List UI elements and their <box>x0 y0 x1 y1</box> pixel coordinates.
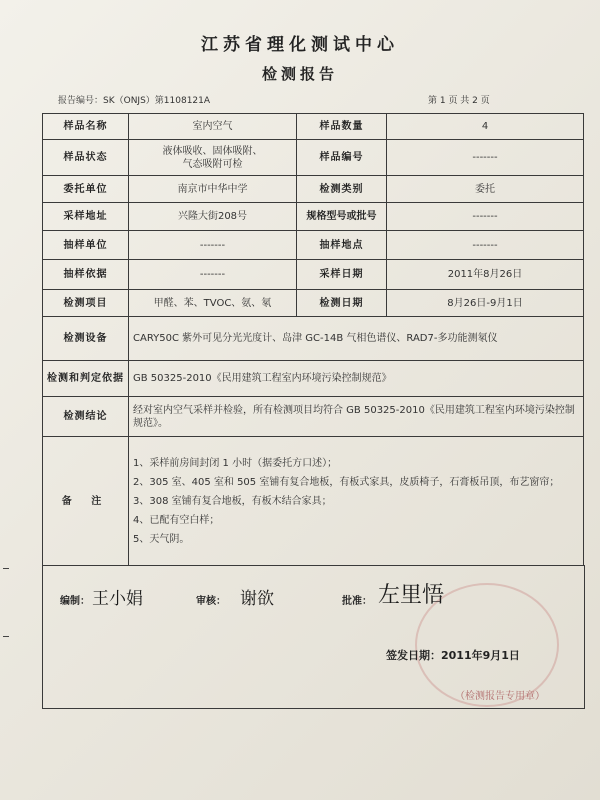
remark-item: 1、采样前房间封闭 1 小时（据委托方口述）； <box>133 457 338 469</box>
remark-item: 5、天气阴。 <box>133 533 190 545</box>
stamp-caption: （检测报告专用章） <box>455 691 545 702</box>
sampling-unit-label: 抽样单位 <box>43 231 129 260</box>
test-type-label: 检测类别 <box>297 176 387 203</box>
sampling-site-label: 抽样地点 <box>297 231 387 260</box>
test-date-label: 检测日期 <box>297 290 387 317</box>
issue-date-label: 签发日期： <box>386 649 441 662</box>
test-date-value: 8月26日-9月1日 <box>387 290 584 317</box>
issue-date <box>386 647 520 663</box>
prepared-label: 编制： <box>60 596 90 607</box>
client-value: 南京市中华中学 <box>129 176 297 203</box>
basis-value: GB 50325-2010《民用建筑工程室内环境污染控制规范》 <box>129 361 584 397</box>
reviewed-label: 审核： <box>196 596 226 607</box>
remark-item: 4、已配有空白样； <box>133 514 220 526</box>
document-title: 检测报告 <box>261 65 338 83</box>
sample-no-value: ------- <box>387 140 584 176</box>
sample-no-label: 样品编号 <box>297 140 387 176</box>
sample-name-label: 样品名称 <box>43 114 129 140</box>
test-items-label: 检测项目 <box>43 290 129 317</box>
test-type-value: 委托 <box>387 176 584 203</box>
test-items-value: 甲醛、苯、TVOC、氨、氡 <box>129 290 297 317</box>
sample-qty-label: 样品数量 <box>297 114 387 140</box>
conclusion-label: 检测结论 <box>43 397 129 437</box>
sampling-address-value: 兴隆大街208号 <box>129 203 297 231</box>
sample-name-value: 室内空气 <box>129 114 297 140</box>
sample-state-value <box>129 140 297 176</box>
client-label: 委托单位 <box>43 176 129 203</box>
remarks-value <box>129 437 584 566</box>
remarks-label: 备 注 <box>43 437 129 566</box>
sampling-date-value: 2011年8月26日 <box>387 260 584 290</box>
sampling-unit-value: ------- <box>129 231 297 260</box>
spec-value: ------- <box>387 203 584 231</box>
sampling-basis-label: 抽样依据 <box>43 260 129 290</box>
reviewed-signature: 谢欲 <box>240 589 274 609</box>
remark-item: 2、305 室、405 室和 505 室铺有复合地板，有板式家具，皮质椅子，石膏板吊顶，布艺窗帘； <box>133 476 560 488</box>
sample-qty-value: 4 <box>387 114 584 140</box>
issue-date-value: 2011年9月1日 <box>441 649 520 662</box>
conclusion-value: 经对室内空气采样并检验，所有检测项目均符合 GB 50325-2010《民用建筑工程室内环境污染控制规范》。 <box>129 397 584 437</box>
edge-mark <box>3 568 9 569</box>
org-title: 江苏省理化测试中心 <box>201 35 399 55</box>
sampling-basis-value: ------- <box>129 260 297 290</box>
sampling-date-label: 采样日期 <box>297 260 387 290</box>
edge-mark <box>3 636 9 637</box>
approved-label: 批准： <box>342 596 372 607</box>
equipment-value: CARY50C 紫外可见分光光度计、岛津 GC-14B 气相色谱仪、RAD7-多功能测氡仪 <box>129 317 584 361</box>
report-table <box>42 113 584 566</box>
sample-state-line-2: 气态吸附可检 <box>182 158 243 170</box>
sampling-address-label: 采样地址 <box>43 203 129 231</box>
equipment-label: 检测设备 <box>43 317 129 361</box>
report-number: 报告编号：SK（ONJS）第1108121A <box>58 96 211 106</box>
sample-state-line-1: 液体吸收、固体吸附、 <box>162 145 263 157</box>
approved-signature: 左里悟 <box>378 583 445 608</box>
prepared-signature: 王小娟 <box>92 589 143 609</box>
page-info: 第 1 页 共 2 页 <box>428 96 490 106</box>
sample-state-label: 样品状态 <box>43 140 129 176</box>
remark-item: 3、308 室铺有复合地板，有板木结合家具； <box>133 495 332 507</box>
basis-label: 检测和判定依据 <box>43 361 129 397</box>
spec-label: 规格型号或批号 <box>297 203 387 231</box>
sampling-site-value: ------- <box>387 231 584 260</box>
